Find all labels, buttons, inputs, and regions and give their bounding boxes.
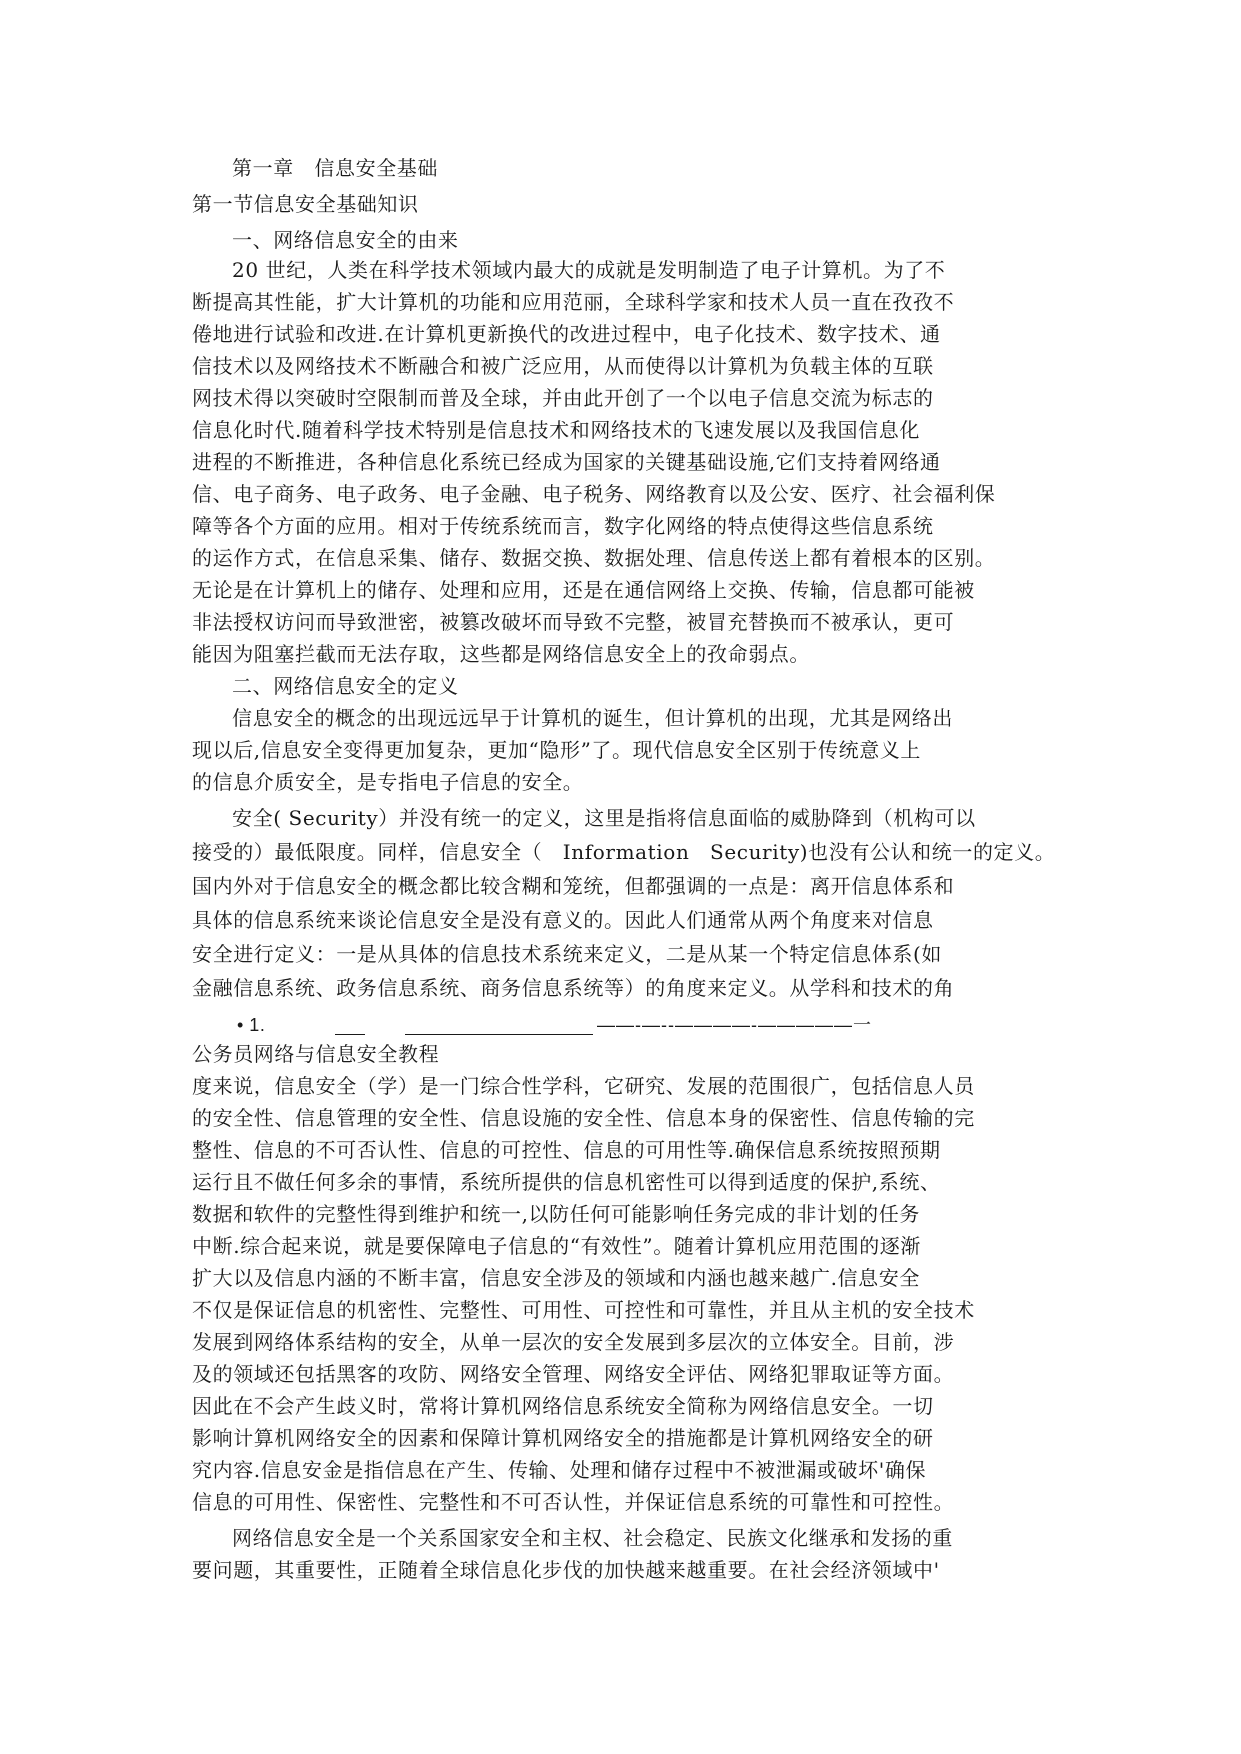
paragraph-line: 断提高其性能，扩大计算机的功能和应用范丽，全球科学家和技术人员一直在孜孜不	[192, 290, 955, 314]
paragraph-line: 信息化时代.随着科学技术特别是信息技术和网络技术的飞速发展以及我国信息化	[192, 418, 920, 442]
paragraph-line: 信、电子商务、电子政务、电子金融、电子税务、网络教育以及公安、医疗、社会福利保	[192, 482, 996, 506]
paragraph-line: 网技术得以突破时空限制而普及全球，并由此开创了一个以电子信息交流为标志的	[192, 386, 934, 410]
paragraph-line: 倦地进行试验和改进.在计算机更新换代的改进过程中，电子化技术、数字技术、通	[192, 322, 941, 346]
paragraph-line: 现以后,信息安全变得更加复杂，更加“隐形”了。现代信息安全区别于传统意义上	[192, 738, 922, 762]
paragraph-line: 中断.综合起来说，就是要保障电子信息的“有效性”。随着计算机应用范围的逐渐	[192, 1234, 922, 1258]
paragraph-line: 信息安全的概念的出现远远早于计算机的诞生，但计算机的出现，尤其是网络出	[232, 706, 953, 730]
paragraph-line: 具体的信息系统来谈论信息安全是没有意义的。因此人们通常从两个角度来对信息	[192, 908, 934, 932]
paragraph-line: 接受的）最低限度。同样，信息安全（ Information Security)也没有公认和统一的定义。	[192, 840, 1056, 864]
dash-run: ——-—--————-—————一	[597, 1015, 872, 1035]
heading-definition: 二、网络信息安全的定义	[232, 674, 459, 698]
paragraph-line: 度来说，信息安全（学）是一门综合性学科，它研究、发展的范围很广，包括信息人员	[192, 1074, 975, 1098]
paragraph-line: 非法授权访问而导致泄密，被篡改破坏而导致不完整，被冒充替换而不被承认，更可	[192, 610, 955, 634]
long-rule	[405, 1034, 593, 1035]
paragraph-line: 影响计算机网络安全的因素和保障计算机网络安全的措施都是计算机网络安全的研	[192, 1426, 934, 1450]
paragraph-line: 不仅是保证信息的机密性、完整性、可用性、可控性和可靠性，并且从主机的安全技术	[192, 1298, 975, 1322]
paragraph-line: 整性、信息的不可否认性、信息的可控性、信息的可用性等.确保信息系统按照预期	[192, 1138, 941, 1162]
paragraph-line: 的安全性、信息管理的安全性、信息设施的安全性、信息本身的保密性、信息传输的完	[192, 1106, 975, 1130]
paragraph-line: 及的领域还包括黑客的攻防、网络安全管理、网络安全评估、网络犯罪取证等方面。	[192, 1362, 955, 1386]
chapter-title: 第一章 信息安全基础	[232, 156, 438, 180]
paragraph-line: 网络信息安全是一个关系国家安全和主权、社会稳定、民族文化继承和发扬的重	[232, 1526, 953, 1550]
section-title: 第一节信息安全基础知识	[192, 192, 419, 216]
paragraph-line: 数据和软件的完整性得到维护和统一,以防任何可能影响任务完成的非计划的任务	[192, 1202, 920, 1226]
paragraph-line: 20 世纪，人类在科学技术领域内最大的成就是发明制造了电子计算机。为了不	[232, 258, 946, 282]
paragraph-line: 发展到网络体系结构的安全，从单一层次的安全发展到多层次的立体安全。目前，涉	[192, 1330, 955, 1354]
paragraph-line: 无论是在计算机上的储存、处理和应用，还是在通信网络上交换、传输，信息都可能被	[192, 578, 975, 602]
paragraph-line: 能因为阻塞拦截而无法存取，这些都是网络信息安全上的孜命弱点。	[192, 642, 810, 666]
short-rule	[335, 1034, 365, 1035]
bullet-number: • 1.	[237, 1015, 266, 1035]
paragraph-line: 金融信息系统、政务信息系统、商务信息系统等）的角度来定义。从学科和技术的角	[192, 976, 955, 1000]
paragraph-line: 障等各个方面的应用。相对于传统系统而言，数字化网络的特点使得这些信息系统	[192, 514, 934, 538]
paragraph-line: 进程的不断推进，各种信息化系统已经成为国家的关键基础设施,它们支持着网络通	[192, 450, 941, 474]
paragraph-line: 扩大以及信息内涵的不断丰富，信息安全涉及的领域和内涵也越来越广.信息安全	[192, 1266, 920, 1290]
heading-origin: 一、网络信息安全的由来	[232, 228, 459, 252]
paragraph-line: 安全( Security）并没有统一的定义，这里是指将信息面临的威胁降到（机构可以	[232, 806, 976, 830]
paragraph-line: 国内外对于信息安全的概念都比较含糊和笼统，但都强调的一点是：离开信息体系和	[192, 874, 955, 898]
paragraph-line: 因此在不会产生歧义时，常将计算机网络信息系统安全简称为网络信息安全。一切	[192, 1394, 934, 1418]
paragraph-line: 究内容.信息安金是指信息在产生、传输、处理和储存过程中不被泄漏或破坏'确保	[192, 1458, 927, 1482]
paragraph-line: 信息的可用性、保密性、完整性和不可否认性，并保证信息系统的可靠性和可控性。	[192, 1490, 955, 1514]
paragraph-line: 信技术以及网络技术不断融合和被广泛应用，从而使得以计算机为负载主体的互联	[192, 354, 934, 378]
paragraph-line: 的信息介质安全，是专指电子信息的安全。	[192, 770, 584, 794]
paragraph-line: 的运作方式，在信息采集、储存、数据交换、数据处理、信息传送上都有着根本的区别。	[192, 546, 996, 570]
paragraph-line: 运行且不做任何多余的事情，系统所提供的信息机密性可以得到适度的保护,系统、	[192, 1170, 941, 1194]
paragraph-line: 要问题，其重要性，正随着全球信息化步伐的加快越来越重要。在社会经济领域中'	[192, 1558, 940, 1582]
paragraph-line: 安全进行定义：一是从具体的信息技术系统来定义，二是从某一个特定信息体系(如	[192, 942, 943, 966]
running-header: 公务员网络与信息安全教程	[192, 1042, 440, 1066]
